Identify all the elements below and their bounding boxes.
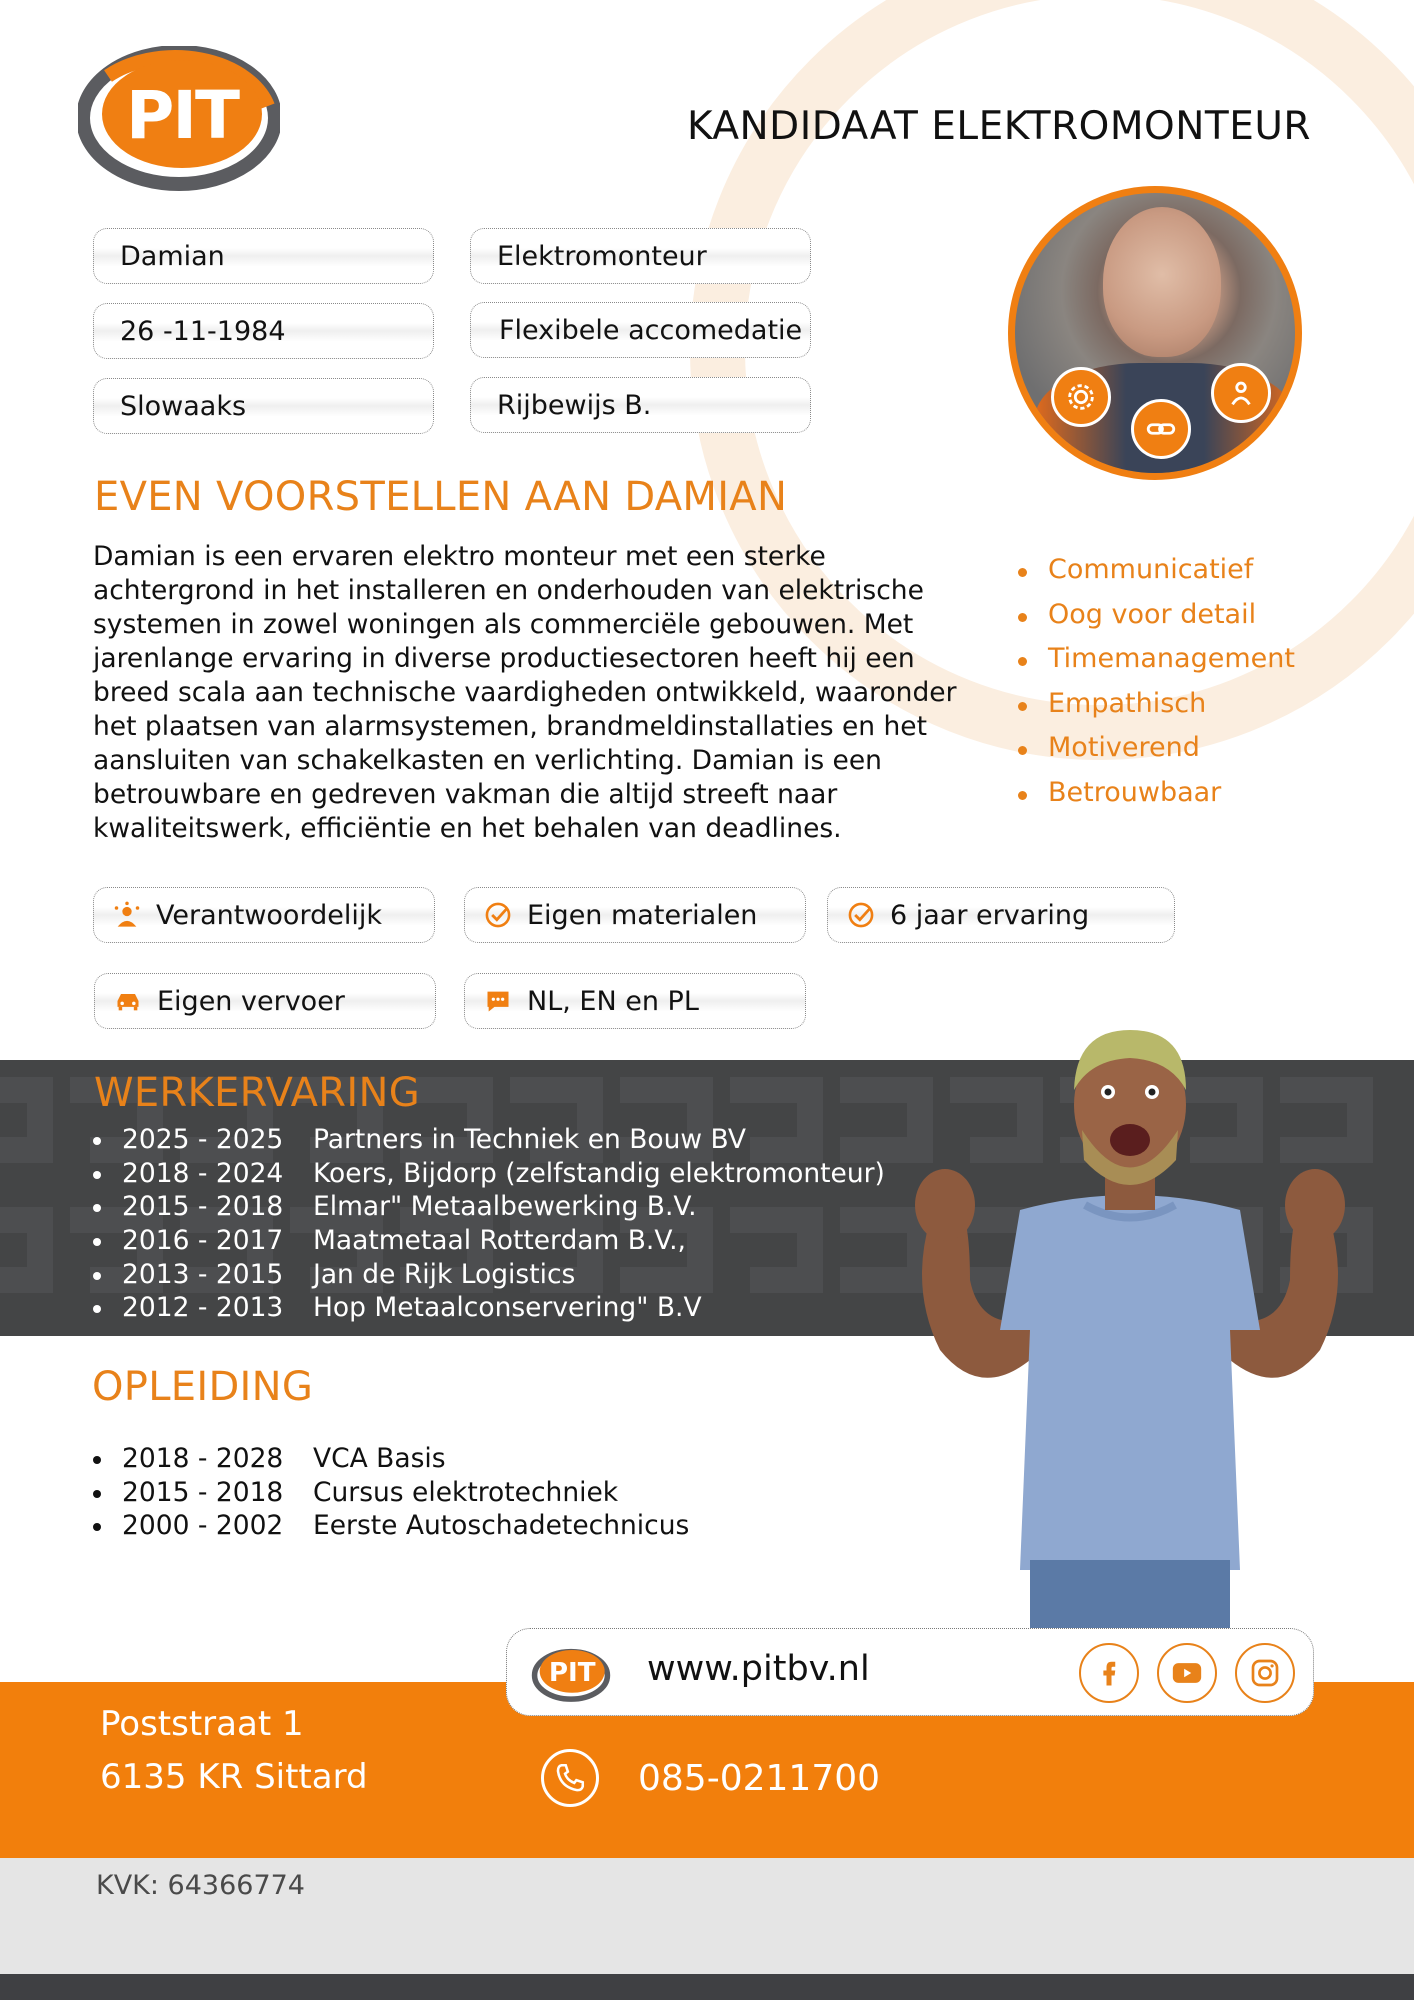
- kvk-number: KVK: 64366774: [96, 1870, 305, 1901]
- document-title: KANDIDAAT ELEKTROMONTEUR: [686, 104, 1311, 149]
- work-company: Koers, Bijdorp (zelfstandig elektromonteur): [313, 1157, 885, 1189]
- check-circle-icon: [846, 900, 876, 930]
- phone-icon: [541, 1749, 599, 1807]
- check-circle-icon: [483, 900, 513, 930]
- footer-bottom-bar: [0, 1974, 1414, 2000]
- work-company: Partners in Techniek en Bouw BV: [313, 1124, 747, 1155]
- work-years: 2025 - 2025: [122, 1124, 284, 1155]
- feature-label: NL, EN en PL: [527, 985, 699, 1017]
- nationality-field: Slowaaks: [93, 378, 434, 434]
- work-item: [93, 1158, 885, 1192]
- birthdate-field: 26 -11-1984: [93, 303, 434, 359]
- feature-label: Eigen vervoer: [157, 985, 345, 1017]
- education-years: 2018 - 2028: [122, 1443, 284, 1474]
- education-years: 2015 - 2018: [122, 1476, 284, 1508]
- intro-heading: EVEN VOORSTELLEN AAN DAMIAN: [94, 474, 788, 520]
- work-years: 2018 - 2024: [122, 1157, 284, 1189]
- work-item: [93, 1225, 885, 1259]
- trait-item: Timemanagement: [1018, 643, 1295, 688]
- work-years: 2016 - 2017: [122, 1225, 284, 1257]
- feature-transport: [94, 973, 436, 1029]
- name-field: Damian: [93, 228, 434, 284]
- feature-materials: [464, 887, 806, 943]
- work-heading: WERKERVARING: [94, 1070, 421, 1116]
- gear-icon: [1051, 367, 1111, 427]
- feature-label: 6 jaar ervaring: [890, 899, 1090, 931]
- education-course: Eerste Autoschadetechnicus: [313, 1510, 690, 1542]
- svg-text:PIT: PIT: [548, 1657, 596, 1688]
- license-field: Rijbewijs B.: [470, 377, 811, 433]
- education-heading: OPLEIDING: [92, 1364, 314, 1410]
- education-item: [93, 1443, 689, 1477]
- work-item: [93, 1259, 885, 1293]
- pit-logo-small: [531, 1643, 611, 1703]
- traits-list: [1018, 554, 1295, 821]
- work-item: [93, 1124, 885, 1158]
- feature-label: Verantwoordelijk: [156, 899, 382, 931]
- work-item: [93, 1191, 885, 1225]
- intro-text: Damian is een ervaren elektro monteur met een sterke achtergrond in het installeren en onderhouden van elektrische systemen in zowel woningen als commerciële gebouwen. Met jarenlange ervaring in diverse productiesectoren heeft hij een breed scala aan technische vaardigheden ontwikkeld, waaronder het plaatsen van alarmsystemen, brandmeldinstallaties en het aansluiten van schakelkasten en verlichting. Damian is een betrouwbare en gedreven vakman die altijd streeft naar kwaliteitswerk, efficiëntie en het behalen van deadlines.: [93, 541, 957, 844]
- instagram-icon[interactable]: [1235, 1643, 1295, 1703]
- trait-item: Betrouwbaar: [1018, 777, 1295, 822]
- svg-text:PIT: PIT: [126, 77, 238, 154]
- work-company: Jan de Rijk Logistics: [313, 1258, 576, 1290]
- work-company: Maatmetaal Rotterdam B.V.,: [313, 1225, 686, 1257]
- education-course: Cursus elektrotechniek: [313, 1476, 619, 1508]
- work-company: Elmar" Metaalbewerking B.V.: [313, 1191, 697, 1223]
- website-box: [506, 1628, 1314, 1716]
- trait-item: Oog voor detail: [1018, 599, 1295, 644]
- profession-field: Elektromonteur: [470, 228, 811, 284]
- work-company: Hop Metaalconservering" B.V: [313, 1292, 702, 1324]
- education-course: VCA Basis: [313, 1443, 446, 1474]
- education-item: [93, 1510, 689, 1544]
- phone-number[interactable]: 085-0211700: [638, 1758, 881, 1799]
- work-item: [93, 1292, 885, 1326]
- address-city: 6135 KR Sittard: [100, 1757, 368, 1797]
- cheering-man-image: [870, 1030, 1390, 1630]
- profile-photo: [1008, 186, 1302, 480]
- feature-languages: [464, 973, 806, 1029]
- trait-item: Communicatief: [1018, 554, 1295, 599]
- link-icon: [1131, 399, 1191, 459]
- education-years: 2000 - 2002: [122, 1510, 284, 1542]
- education-item: [93, 1477, 689, 1511]
- trait-item: Motiverend: [1018, 732, 1295, 777]
- website-link[interactable]: www.pitbv.nl: [647, 1649, 870, 1689]
- photo-face: [1103, 207, 1221, 357]
- work-years: 2012 - 2013: [122, 1292, 284, 1324]
- address-street: Poststraat 1: [100, 1704, 304, 1744]
- work-years: 2013 - 2015: [122, 1258, 284, 1290]
- feature-responsible: [93, 887, 435, 943]
- feature-label: Eigen materialen: [527, 899, 758, 931]
- facebook-icon[interactable]: [1079, 1643, 1139, 1703]
- person-star-icon: [112, 900, 142, 930]
- youtube-icon[interactable]: [1157, 1643, 1217, 1703]
- education-list: [93, 1443, 689, 1544]
- trait-item: Empathisch: [1018, 688, 1295, 733]
- feature-experience: [827, 887, 1175, 943]
- chat-icon: [483, 986, 513, 1016]
- work-years: 2015 - 2018: [122, 1191, 284, 1223]
- work-list: [93, 1124, 885, 1326]
- team-icon: [1211, 363, 1271, 423]
- pit-logo: [78, 46, 280, 194]
- accommodation-field: Flexibele accomedatie: [470, 302, 811, 358]
- car-icon: [113, 986, 143, 1016]
